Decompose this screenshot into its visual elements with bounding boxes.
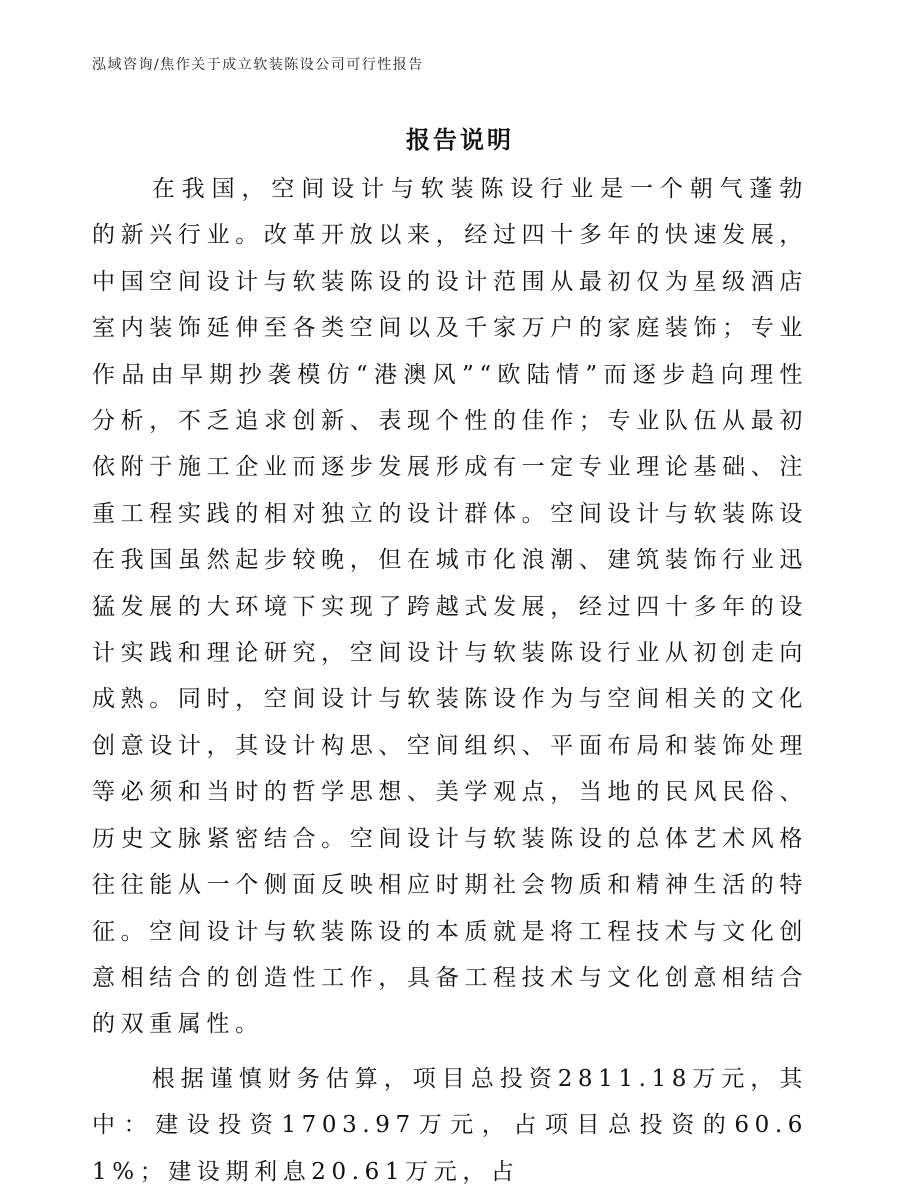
report-body: [92, 166, 808, 1195]
page-title: 报告说明: [406, 125, 514, 154]
running-header: 泓域咨询/焦作关于成立软装陈设公司可行性报告: [92, 57, 424, 73]
paragraph-industry-overview: 在我国，空间设计与软装陈设行业是一个朝气蓬勃的新兴行业。改革开放以来，经过四十多年的快速发展，中国空间设计与软装陈设的设计范围从最初仅为星级酒店室内装饰延伸至各类空间以及千家万户的家庭装饰；专业作品由早期抄袭模仿“港澳风”“欧陆情”而逐步趋向理性分析，不乏追求创新、表现个性的佳作；专业队伍从最初依附于施工企业而逐步发展形成有一定专业理论基础、注重工程实践的相对独立的设计群体。空间设计与软装陈设在我国虽然起步较晚，但在城市化浪潮、建筑装饰行业迅猛发展的大环境下实现了跨越式发展，经过四十多年的设计实践和理论研究，空间设计与软装陈设行业从初创走向成熟。同时，空间设计与软装陈设作为与空间相关的文化创意设计，其设计构思、空间组织、平面布局和装饰处理等必须和当时的哲学思想、美学观点，当地的民风民俗、历史文脉紧密结合。空间设计与软装陈设的总体艺术风格往往能从一个侧面反映相应时期社会物质和精神生活的特征。空间设计与软装陈设的本质就是将工程技术与文化创意相结合的创造性工作，具备工程技术与文化创意相结合的双重属性。: [92, 176, 808, 1038]
paragraph-investment-estimate: 根据谨慎财务估算，项目总投资2811.18万元，其中：建设投资1703.97万元，占项目总投资的60.61%；建设期利息20.61万元，占: [92, 1065, 808, 1185]
